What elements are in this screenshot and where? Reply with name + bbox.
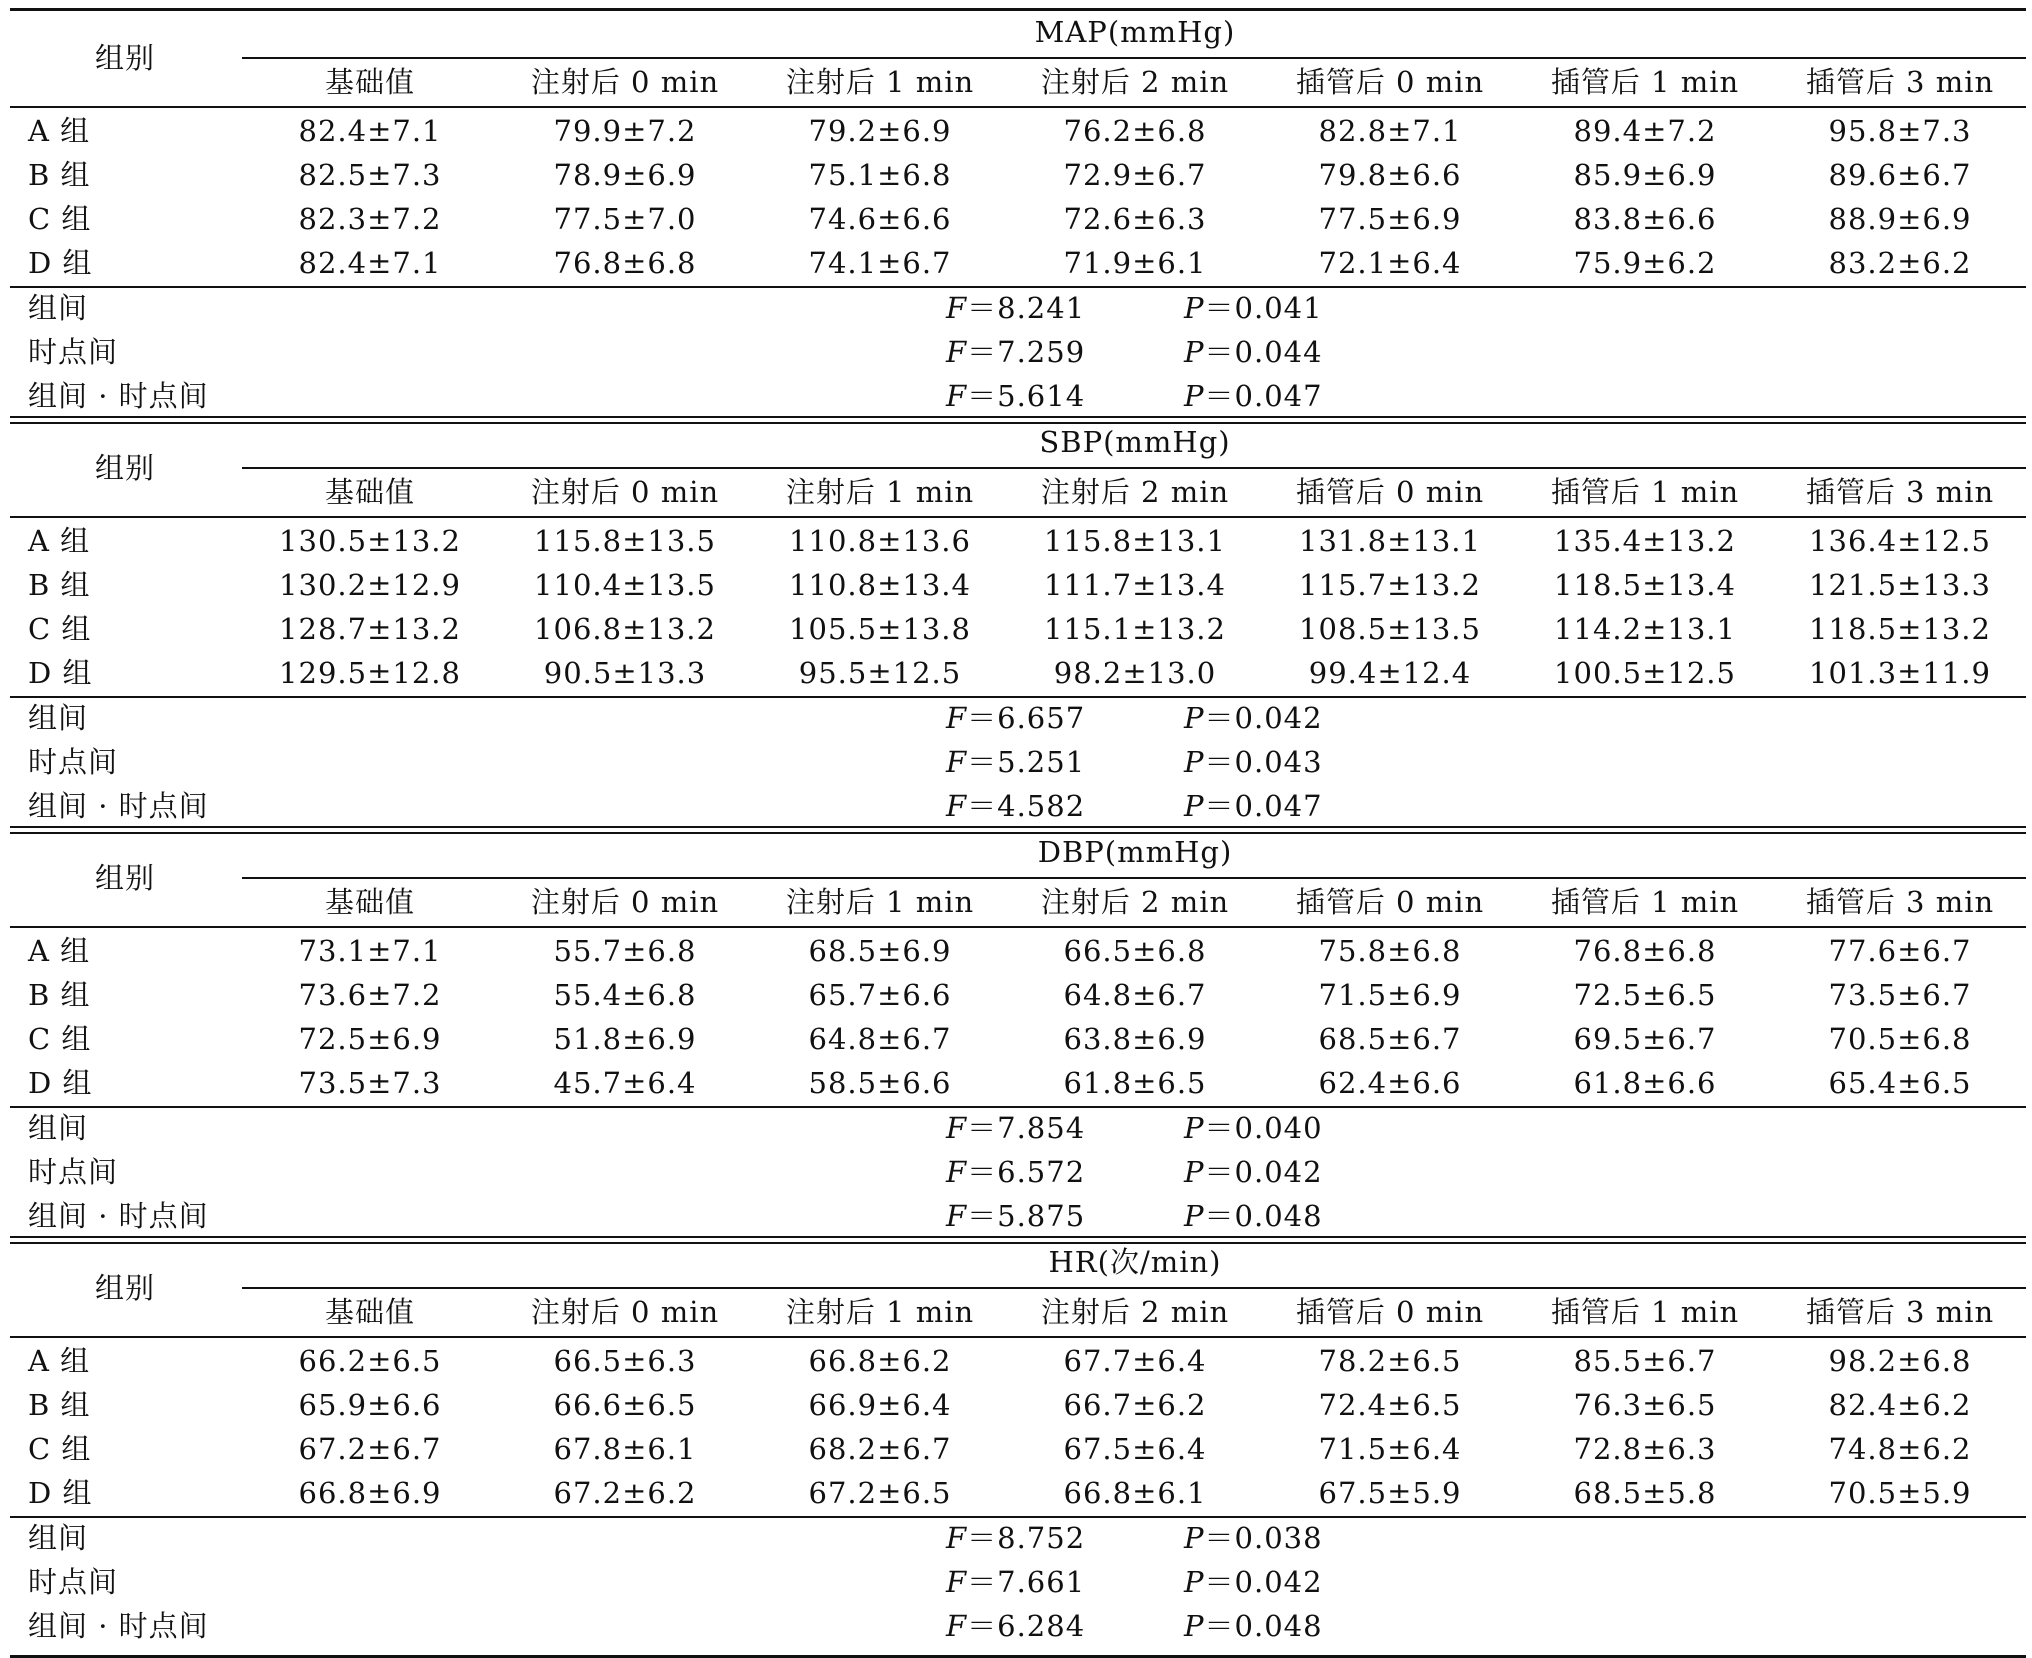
- equals-sign: ＝: [1204, 379, 1235, 413]
- column-header: 注射后 2 min: [1040, 65, 1230, 99]
- table-cell: 115.1±13.2: [1044, 612, 1226, 646]
- equals-sign: ＝: [1204, 1155, 1235, 1189]
- group-label: A 组: [28, 524, 91, 558]
- p-symbol: P: [1184, 291, 1205, 325]
- f-symbol: F: [946, 1565, 968, 1599]
- equals-sign: ＝: [1204, 1565, 1235, 1599]
- p-symbol: P: [1184, 1155, 1205, 1189]
- group-label: B 组: [28, 158, 91, 192]
- table-cell: 45.7±6.4: [553, 1066, 697, 1100]
- p-value: 0.042: [1234, 701, 1323, 735]
- table-cell: 110.8±13.6: [789, 524, 971, 558]
- f-symbol: F: [946, 335, 968, 369]
- table-cell: 95.5±12.5: [798, 656, 962, 690]
- p-value: 0.044: [1234, 335, 1323, 369]
- table-cell: 105.5±13.8: [789, 612, 971, 646]
- table-cell: 70.5±6.8: [1828, 1022, 1972, 1056]
- group-label: A 组: [28, 114, 91, 148]
- f-value: 7.661: [997, 1565, 1086, 1599]
- group-column-header: 组别: [94, 451, 155, 485]
- table-cell: 111.7±13.4: [1044, 568, 1226, 602]
- column-header: 插管后 0 min: [1295, 475, 1485, 509]
- group-label: B 组: [28, 1388, 91, 1422]
- table-cell: 67.2±6.7: [298, 1432, 442, 1466]
- table-cell: 121.5±13.3: [1809, 568, 1991, 602]
- column-header: 基础值: [324, 1295, 415, 1329]
- f-value: 7.259: [997, 335, 1086, 369]
- table-cell: 71.5±6.9: [1318, 978, 1462, 1012]
- table-cell: 85.9±6.9: [1573, 158, 1717, 192]
- group-label: C 组: [28, 1432, 92, 1466]
- table-cell: 73.5±7.3: [298, 1066, 442, 1100]
- table-cell: 76.2±6.8: [1063, 114, 1207, 148]
- p-value: 0.047: [1234, 379, 1323, 413]
- p-symbol: P: [1184, 701, 1205, 735]
- f-value: 6.284: [997, 1609, 1086, 1643]
- p-value: 0.042: [1234, 1155, 1323, 1189]
- column-header: 基础值: [324, 475, 415, 509]
- group-label: D 组: [28, 656, 93, 690]
- f-statistic: [946, 1520, 1126, 1556]
- equals-sign: ＝: [967, 1565, 998, 1599]
- table-cell: 136.4±12.5: [1809, 524, 1991, 558]
- table-cell: 130.5±13.2: [279, 524, 461, 558]
- f-value: 5.614: [997, 379, 1086, 413]
- table-cell: 77.5±6.9: [1318, 202, 1462, 236]
- column-header: 注射后 0 min: [530, 1295, 720, 1329]
- table-cell: 82.5±7.3: [298, 158, 442, 192]
- table-cell: 79.9±7.2: [553, 114, 697, 148]
- stat-label: 组间 · 时点间: [28, 379, 209, 413]
- table-cell: 71.5±6.4: [1318, 1432, 1462, 1466]
- table-cell: 82.8±7.1: [1318, 114, 1462, 148]
- column-header: 插管后 0 min: [1295, 885, 1485, 919]
- column-header: 注射后 0 min: [530, 65, 720, 99]
- table-cell: 77.5±7.0: [553, 202, 697, 236]
- table-cell: 89.4±7.2: [1573, 114, 1717, 148]
- equals-sign: ＝: [967, 745, 998, 779]
- table-cell: 61.8±6.6: [1573, 1066, 1717, 1100]
- table-cell: 66.5±6.8: [1063, 934, 1207, 968]
- p-value: 0.041: [1234, 291, 1323, 325]
- f-symbol: F: [946, 1111, 968, 1145]
- group-column-header: 组别: [94, 41, 155, 75]
- p-value: 0.038: [1234, 1521, 1323, 1555]
- f-symbol: F: [946, 291, 968, 325]
- table-cell: 75.1±6.8: [808, 158, 952, 192]
- column-header: 插管后 1 min: [1550, 885, 1740, 919]
- column-header: 注射后 1 min: [785, 885, 975, 919]
- stat-label: 组间: [28, 701, 89, 735]
- table-cell: 70.5±5.9: [1828, 1476, 1972, 1510]
- equals-sign: ＝: [1204, 745, 1235, 779]
- stat-label: 组间: [28, 1111, 89, 1145]
- column-header: 插管后 1 min: [1550, 65, 1740, 99]
- table-cell: 72.4±6.5: [1318, 1388, 1462, 1422]
- table-cell: 64.8±6.7: [808, 1022, 952, 1056]
- table-cell: 63.8±6.9: [1063, 1022, 1207, 1056]
- table-cell: 72.5±6.9: [298, 1022, 442, 1056]
- table-cell: 82.4±7.1: [298, 246, 442, 280]
- stat-label: 组间 · 时点间: [28, 1609, 209, 1643]
- table-cell: 75.8±6.8: [1318, 934, 1462, 968]
- table-cell: 65.9±6.6: [298, 1388, 442, 1422]
- table-cell: 67.2±6.2: [553, 1476, 697, 1510]
- table-cell: 110.8±13.4: [789, 568, 971, 602]
- column-header: 注射后 1 min: [785, 1295, 975, 1329]
- table-cell: 75.9±6.2: [1573, 246, 1717, 280]
- equals-sign: ＝: [967, 1155, 998, 1189]
- table-cell: 76.8±6.8: [1573, 934, 1717, 968]
- title-underline-rule: [242, 1287, 2026, 1289]
- table-cell: 68.2±6.7: [808, 1432, 952, 1466]
- f-value: 6.572: [997, 1155, 1086, 1189]
- table-cell: 130.2±12.9: [279, 568, 461, 602]
- column-header: 插管后 1 min: [1550, 1295, 1740, 1329]
- p-symbol: P: [1184, 745, 1205, 779]
- table-cell: 69.5±6.7: [1573, 1022, 1717, 1056]
- table-cell: 66.2±6.5: [298, 1344, 442, 1378]
- equals-sign: ＝: [1204, 1609, 1235, 1643]
- table-cell: 76.3±6.5: [1573, 1388, 1717, 1422]
- group-label: C 组: [28, 1022, 92, 1056]
- group-column-header: 组别: [94, 861, 155, 895]
- equals-sign: ＝: [967, 335, 998, 369]
- table-cell: 66.7±6.2: [1063, 1388, 1207, 1422]
- table-cell: 66.6±6.5: [553, 1388, 697, 1422]
- table-cell: 73.1±7.1: [298, 934, 442, 968]
- table-cell: 128.7±13.2: [279, 612, 461, 646]
- equals-sign: ＝: [967, 701, 998, 735]
- table-cell: 99.4±12.4: [1308, 656, 1472, 690]
- table-cell: 55.7±6.8: [553, 934, 697, 968]
- table-cell: 79.2±6.9: [808, 114, 952, 148]
- f-value: 5.251: [997, 745, 1086, 779]
- stat-label: 时点间: [28, 335, 119, 369]
- column-header: 插管后 3 min: [1805, 65, 1995, 99]
- group-label: D 组: [28, 1066, 93, 1100]
- table-cell: 68.5±5.8: [1573, 1476, 1717, 1510]
- equals-sign: ＝: [967, 379, 998, 413]
- column-header: 注射后 2 min: [1040, 1295, 1230, 1329]
- table-cell: 72.8±6.3: [1573, 1432, 1717, 1466]
- equals-sign: ＝: [967, 291, 998, 325]
- table-cell: 131.8±13.1: [1299, 524, 1481, 558]
- table-cell: 89.6±6.7: [1828, 158, 1972, 192]
- table-cell: 67.5±5.9: [1318, 1476, 1462, 1510]
- stat-label: 时点间: [28, 745, 119, 779]
- table-cell: 115.8±13.1: [1044, 524, 1226, 558]
- table-cell: 65.4±6.5: [1828, 1066, 1972, 1100]
- equals-sign: ＝: [1204, 1521, 1235, 1555]
- table-cell: 62.4±6.6: [1318, 1066, 1462, 1100]
- equals-sign: ＝: [967, 1111, 998, 1145]
- group-label: D 组: [28, 1476, 93, 1510]
- column-header: 注射后 0 min: [530, 885, 720, 919]
- column-header: 插管后 1 min: [1550, 475, 1740, 509]
- p-value-statistic: [1184, 1608, 1364, 1644]
- table-cell: 68.5±6.9: [808, 934, 952, 968]
- column-header: 插管后 0 min: [1295, 65, 1485, 99]
- table-cell: 74.8±6.2: [1828, 1432, 1972, 1466]
- column-header: 注射后 1 min: [785, 65, 975, 99]
- table-cell: 135.4±13.2: [1554, 524, 1736, 558]
- table-cell: 90.5±13.3: [543, 656, 707, 690]
- table-cell: 114.2±13.1: [1554, 612, 1736, 646]
- measure-title: SBP(mmHg): [1039, 425, 1231, 459]
- table-cell: 82.4±6.2: [1828, 1388, 1972, 1422]
- table-cell: 98.2±6.8: [1828, 1344, 1972, 1378]
- stat-label: 时点间: [28, 1565, 119, 1599]
- equals-sign: ＝: [967, 1199, 998, 1233]
- table-cell: 66.8±6.1: [1063, 1476, 1207, 1510]
- table-cell: 66.5±6.3: [553, 1344, 697, 1378]
- table-cell: 72.5±6.5: [1573, 978, 1717, 1012]
- column-header: 注射后 2 min: [1040, 885, 1230, 919]
- header-bottom-rule: [10, 1336, 2026, 1338]
- column-header: 注射后 1 min: [785, 475, 975, 509]
- table-cell: 115.8±13.5: [534, 524, 716, 558]
- equals-sign: ＝: [967, 789, 998, 823]
- column-header: 注射后 2 min: [1040, 475, 1230, 509]
- column-header: 插管后 3 min: [1805, 885, 1995, 919]
- data-bottom-rule: [10, 1516, 2026, 1518]
- f-value: 6.657: [997, 701, 1086, 735]
- table-cell: 83.2±6.2: [1828, 246, 1972, 280]
- p-value: 0.042: [1234, 1565, 1323, 1599]
- table-cell: 106.8±13.2: [534, 612, 716, 646]
- p-symbol: P: [1184, 379, 1205, 413]
- table-cell: 64.8±6.7: [1063, 978, 1207, 1012]
- f-value: 8.241: [997, 291, 1086, 325]
- table-cell: 55.4±6.8: [553, 978, 697, 1012]
- p-value: 0.043: [1234, 745, 1323, 779]
- table-cell: 88.9±6.9: [1828, 202, 1972, 236]
- table-cell: 66.9±6.4: [808, 1388, 952, 1422]
- group-label: D 组: [28, 246, 93, 280]
- table-cell: 72.1±6.4: [1318, 246, 1462, 280]
- p-symbol: P: [1184, 335, 1205, 369]
- column-header: 插管后 0 min: [1295, 1295, 1485, 1329]
- measure-title: MAP(mmHg): [1034, 15, 1236, 49]
- column-header: 插管后 3 min: [1805, 1295, 1995, 1329]
- table-cell: 65.7±6.6: [808, 978, 952, 1012]
- stat-label: 组间: [28, 1521, 89, 1555]
- equals-sign: ＝: [1204, 335, 1235, 369]
- group-label: A 组: [28, 934, 91, 968]
- table-cell: 95.8±7.3: [1828, 114, 1972, 148]
- table-cell: 76.8±6.8: [553, 246, 697, 280]
- table-cell: 74.6±6.6: [808, 202, 952, 236]
- table-cell: 85.5±6.7: [1573, 1344, 1717, 1378]
- table-cell: 115.7±13.2: [1299, 568, 1481, 602]
- table-cell: 83.8±6.6: [1573, 202, 1717, 236]
- table-cell: 58.5±6.6: [808, 1066, 952, 1100]
- f-symbol: F: [946, 1199, 968, 1233]
- table-cell: 72.6±6.3: [1063, 202, 1207, 236]
- stat-label: 组间 · 时点间: [28, 1199, 209, 1233]
- f-statistic: [946, 1564, 1126, 1600]
- group-label: B 组: [28, 568, 91, 602]
- table-cell: 82.4±7.1: [298, 114, 442, 148]
- f-symbol: F: [946, 745, 968, 779]
- p-value: 0.040: [1234, 1111, 1323, 1145]
- group-label: C 组: [28, 612, 92, 646]
- p-value-statistic: [1184, 1564, 1364, 1600]
- measure-title: DBP(mmHg): [1037, 835, 1233, 869]
- table-cell: 98.2±13.0: [1053, 656, 1217, 690]
- table-cell: 110.4±13.5: [534, 568, 716, 602]
- table-cell: 67.8±6.1: [553, 1432, 697, 1466]
- f-symbol: F: [946, 1155, 968, 1189]
- table-cell: 67.7±6.4: [1063, 1344, 1207, 1378]
- table-cell: 67.5±6.4: [1063, 1432, 1207, 1466]
- table-cell: 67.2±6.5: [808, 1476, 952, 1510]
- stat-label: 时点间: [28, 1155, 119, 1189]
- section-divider-rule: [10, 1236, 2026, 1238]
- table-cell: 79.8±6.6: [1318, 158, 1462, 192]
- p-symbol: P: [1184, 1565, 1205, 1599]
- equals-sign: ＝: [1204, 1199, 1235, 1233]
- f-value: 5.875: [997, 1199, 1086, 1233]
- f-value: 4.582: [997, 789, 1086, 823]
- table-cell: 74.1±6.7: [808, 246, 952, 280]
- table-cell: 101.3±11.9: [1809, 656, 1991, 690]
- f-value: 8.752: [997, 1521, 1086, 1555]
- measure-title: HR(次/min): [1048, 1245, 1222, 1279]
- table-cell: 68.5±6.7: [1318, 1022, 1462, 1056]
- equals-sign: ＝: [1204, 291, 1235, 325]
- equals-sign: ＝: [1204, 789, 1235, 823]
- p-value: 0.048: [1234, 1609, 1323, 1643]
- column-header: 基础值: [324, 65, 415, 99]
- f-statistic: [946, 1608, 1126, 1644]
- column-header: 基础值: [324, 885, 415, 919]
- table-cell: 61.8±6.5: [1063, 1066, 1207, 1100]
- p-symbol: P: [1184, 1199, 1205, 1233]
- f-value: 7.854: [997, 1111, 1086, 1145]
- p-symbol: P: [1184, 1609, 1205, 1643]
- table-cell: 73.6±7.2: [298, 978, 442, 1012]
- f-symbol: F: [946, 789, 968, 823]
- table-cell: 78.9±6.9: [553, 158, 697, 192]
- f-symbol: F: [946, 1521, 968, 1555]
- table-cell: 100.5±12.5: [1554, 656, 1736, 690]
- stat-label: 组间 · 时点间: [28, 789, 209, 823]
- table-cell: 118.5±13.4: [1554, 568, 1736, 602]
- table-cell: 77.6±6.7: [1828, 934, 1972, 968]
- stat-label: 组间: [28, 291, 89, 325]
- f-symbol: F: [946, 1609, 968, 1643]
- equals-sign: ＝: [967, 1609, 998, 1643]
- group-label: A 组: [28, 1344, 91, 1378]
- equals-sign: ＝: [967, 1521, 998, 1555]
- equals-sign: ＝: [1204, 701, 1235, 735]
- equals-sign: ＝: [1204, 1111, 1235, 1145]
- p-symbol: P: [1184, 1521, 1205, 1555]
- column-header: 插管后 3 min: [1805, 475, 1995, 509]
- p-symbol: P: [1184, 789, 1205, 823]
- column-header: 注射后 0 min: [530, 475, 720, 509]
- f-symbol: F: [946, 701, 968, 735]
- f-symbol: F: [946, 379, 968, 413]
- table-cell: 118.5±13.2: [1809, 612, 1991, 646]
- p-value: 0.047: [1234, 789, 1323, 823]
- p-value-statistic: [1184, 1520, 1364, 1556]
- group-label: B 组: [28, 978, 91, 1012]
- p-value: 0.048: [1234, 1199, 1323, 1233]
- p-symbol: P: [1184, 1111, 1205, 1145]
- table-cell: 66.8±6.2: [808, 1344, 952, 1378]
- table-cell: 51.8±6.9: [553, 1022, 697, 1056]
- table-cell: 129.5±12.8: [279, 656, 461, 690]
- table-cell: 108.5±13.5: [1299, 612, 1481, 646]
- group-column-header: 组别: [94, 1271, 155, 1305]
- table-cell: 66.8±6.9: [298, 1476, 442, 1510]
- group-label: C 组: [28, 202, 92, 236]
- table-cell: 71.9±6.1: [1063, 246, 1207, 280]
- table-cell: 82.3±7.2: [298, 202, 442, 236]
- table-cell: 73.5±6.7: [1828, 978, 1972, 1012]
- table-cell: 78.2±6.5: [1318, 1344, 1462, 1378]
- table-cell: 72.9±6.7: [1063, 158, 1207, 192]
